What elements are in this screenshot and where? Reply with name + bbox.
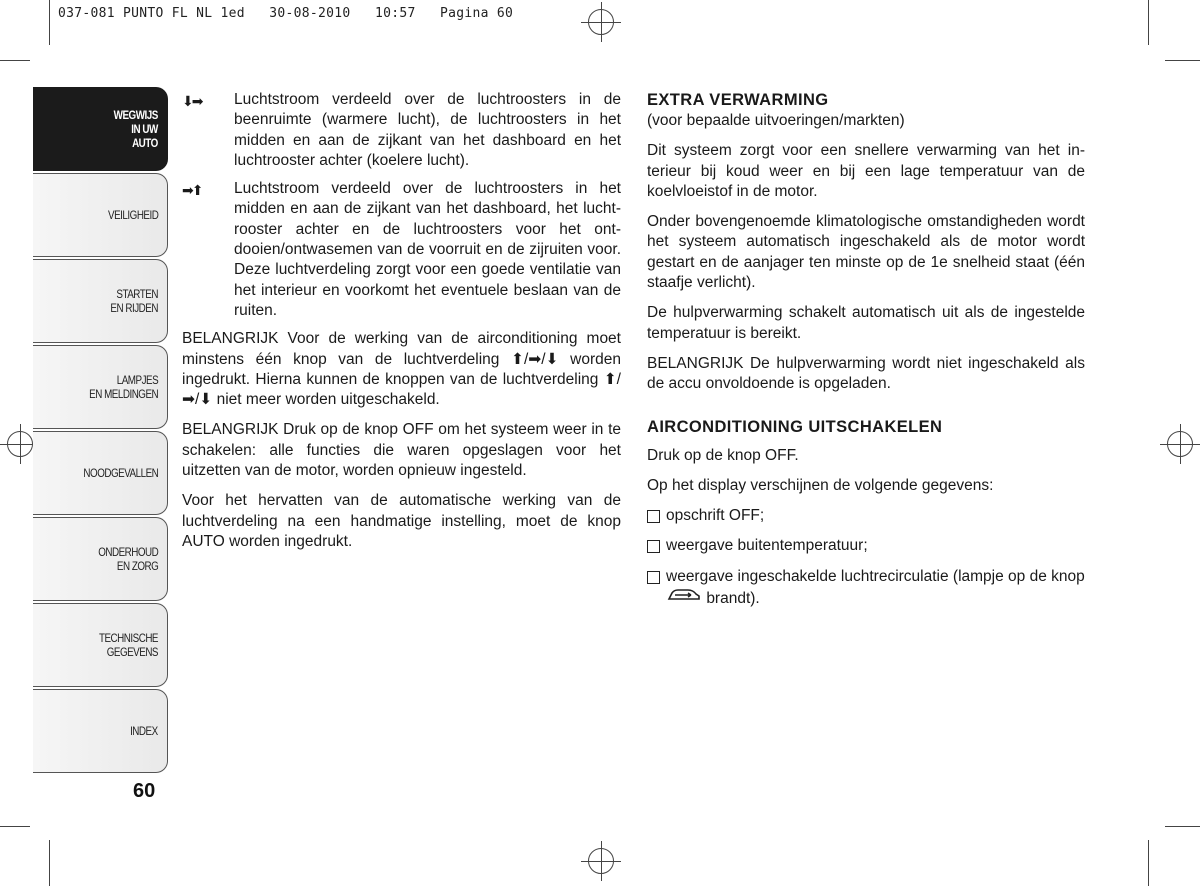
body-paragraph: Druk op de knop OFF. bbox=[647, 446, 799, 464]
checkbox-bullet-icon bbox=[647, 510, 660, 523]
airflow-feet-center-icon: ⬇➡ bbox=[182, 93, 202, 109]
list-item-text-part: brandt). bbox=[706, 590, 760, 608]
tab-label: LAMPJES EN MELDINGEN bbox=[88, 373, 158, 401]
checkbox-bullet-icon bbox=[647, 540, 660, 553]
airflow-description: Luchtstroom verdeeld over de luchtroosters in het midden en aan de zijkant van het dashboard, het luchtrooster achter en de luchtroosters voor het ontdooien/ontwasemen van de voorruit en de zijruiten voor. Deze luchtverdeling zorgt voor een goede ventilatie van het interieur en voorkomt het eventuele beslaan van de ruiten. bbox=[234, 180, 621, 319]
crop-mark bbox=[1165, 826, 1200, 827]
crop-mark bbox=[1148, 0, 1149, 45]
registration-mark-icon bbox=[588, 848, 614, 874]
crop-mark bbox=[1165, 60, 1200, 61]
list-item-text-part: weergave ingeschakelde luchtrecirculatie (lampje op de knop bbox=[666, 567, 1085, 585]
tab-lampjes-en-meldingen[interactable] bbox=[33, 345, 168, 429]
crop-mark bbox=[49, 0, 50, 45]
checkbox-bullet-icon bbox=[647, 571, 660, 584]
airflow-item bbox=[182, 179, 621, 321]
tab-index[interactable] bbox=[33, 689, 168, 773]
tab-onderhoud-en-zorg[interactable] bbox=[33, 517, 168, 601]
registration-mark-icon bbox=[1167, 431, 1193, 457]
print-header: 037-081 PUNTO FL NL 1ed 30-08-2010 10:57 Pagina 60 bbox=[58, 6, 514, 21]
body-paragraph: Onder bovengenoemde klimatologische omstandigheden wordt het systeem automatisch ingeschakeld als de motor wordt gestart en de aanjager ten minste op de 1e snelheid staat (één staafje verlicht). bbox=[647, 213, 1085, 292]
tab-noodgevallen[interactable] bbox=[33, 431, 168, 515]
tab-label: WEGWIJS IN UW AUTO bbox=[113, 108, 158, 150]
list-item-text bbox=[666, 567, 1085, 610]
section-subheading: (voor bepaalde uitvoeringen/markten) bbox=[647, 112, 905, 129]
tab-starten-en-rijden[interactable] bbox=[33, 259, 168, 343]
section-heading: EXTRA VERWARMING bbox=[647, 91, 829, 109]
airflow-center-defrost-icon: ➡⬆ bbox=[182, 182, 202, 199]
tab-veiligheid[interactable] bbox=[33, 173, 168, 257]
crop-mark bbox=[0, 60, 30, 61]
body-paragraph: Voor het hervatten van de automatische werking van de luchtverdeling na een handmatige instelling, moet de knop AUTO worden ingedrukt. bbox=[182, 492, 621, 550]
tab-label: NOODGEVALLEN bbox=[83, 466, 158, 480]
tab-label: TECHNISCHE GEGEVENS bbox=[98, 631, 158, 659]
airflow-description: Luchtstroom verdeeld over de luchtroosters in de beenruimte (warmere lucht), de luchtroosters in het midden en aan de zijkant van het dashboard en het luchtrooster achter (koelere lucht). bbox=[234, 91, 621, 169]
right-column bbox=[647, 90, 1085, 619]
tab-label: VEILIGHEID bbox=[107, 208, 158, 222]
tab-technische-gegevens[interactable] bbox=[33, 603, 168, 687]
body-paragraph: Op het display verschijnen de volgende gegevens: bbox=[647, 476, 994, 494]
tab-label: ONDERHOUD EN ZORG bbox=[97, 545, 158, 573]
crop-mark bbox=[49, 840, 50, 886]
body-paragraph: De hulpverwarming schakelt automatisch uit als de ingestelde temperatuur is bereikt. bbox=[647, 304, 1085, 342]
left-column bbox=[182, 90, 621, 562]
list-item bbox=[647, 506, 1085, 526]
tab-label: STARTEN EN RIJDEN bbox=[110, 287, 158, 315]
crop-mark bbox=[1148, 840, 1149, 886]
important-note: BELANGRIJK Voor de werking van de airconditioning moet minstens één knop van de luchtverdeling ⬆/➡/⬇ worden ingedrukt. Hierna kunnen de knoppen van de luchtverdeling ⬆/➡/⬇ niet meer worden uitgeschakeld. bbox=[182, 330, 621, 409]
car-recirculation-icon bbox=[666, 587, 702, 608]
tab-label: INDEX bbox=[130, 724, 158, 738]
important-note: BELANGRIJK Druk op de knop OFF om het systeem weer in te schakelen: alle functies die waren opgeslagen voor het uitzetten van de motor, worden opnieuw ingesteld. bbox=[182, 421, 621, 480]
section-heading: AIRCONDITIONING UITSCHAKELEN bbox=[647, 417, 943, 436]
list-item bbox=[647, 536, 1085, 556]
registration-mark-icon bbox=[588, 9, 614, 35]
registration-mark-icon bbox=[7, 431, 33, 457]
list-item-text: weergave buitentemperatuur; bbox=[666, 537, 868, 555]
tab-wegwijs-in-uw-auto[interactable] bbox=[33, 87, 168, 171]
body-paragraph: Dit systeem zorgt voor een snellere verwarming van het interieur bij koud weer en bij een lage temperatuur van de koelvloeistof in de motor. bbox=[647, 142, 1085, 200]
chapter-tabs bbox=[33, 87, 168, 775]
list-item bbox=[647, 567, 1085, 610]
list-item-text: opschrift OFF; bbox=[666, 507, 765, 525]
airflow-item bbox=[182, 90, 621, 171]
crop-mark bbox=[0, 826, 30, 827]
page-number: 60 bbox=[133, 780, 156, 802]
important-note: BELANGRIJK De hulpverwarming wordt niet ingeschakeld als de accu onvoldoende is opgeladen. bbox=[647, 354, 1085, 393]
